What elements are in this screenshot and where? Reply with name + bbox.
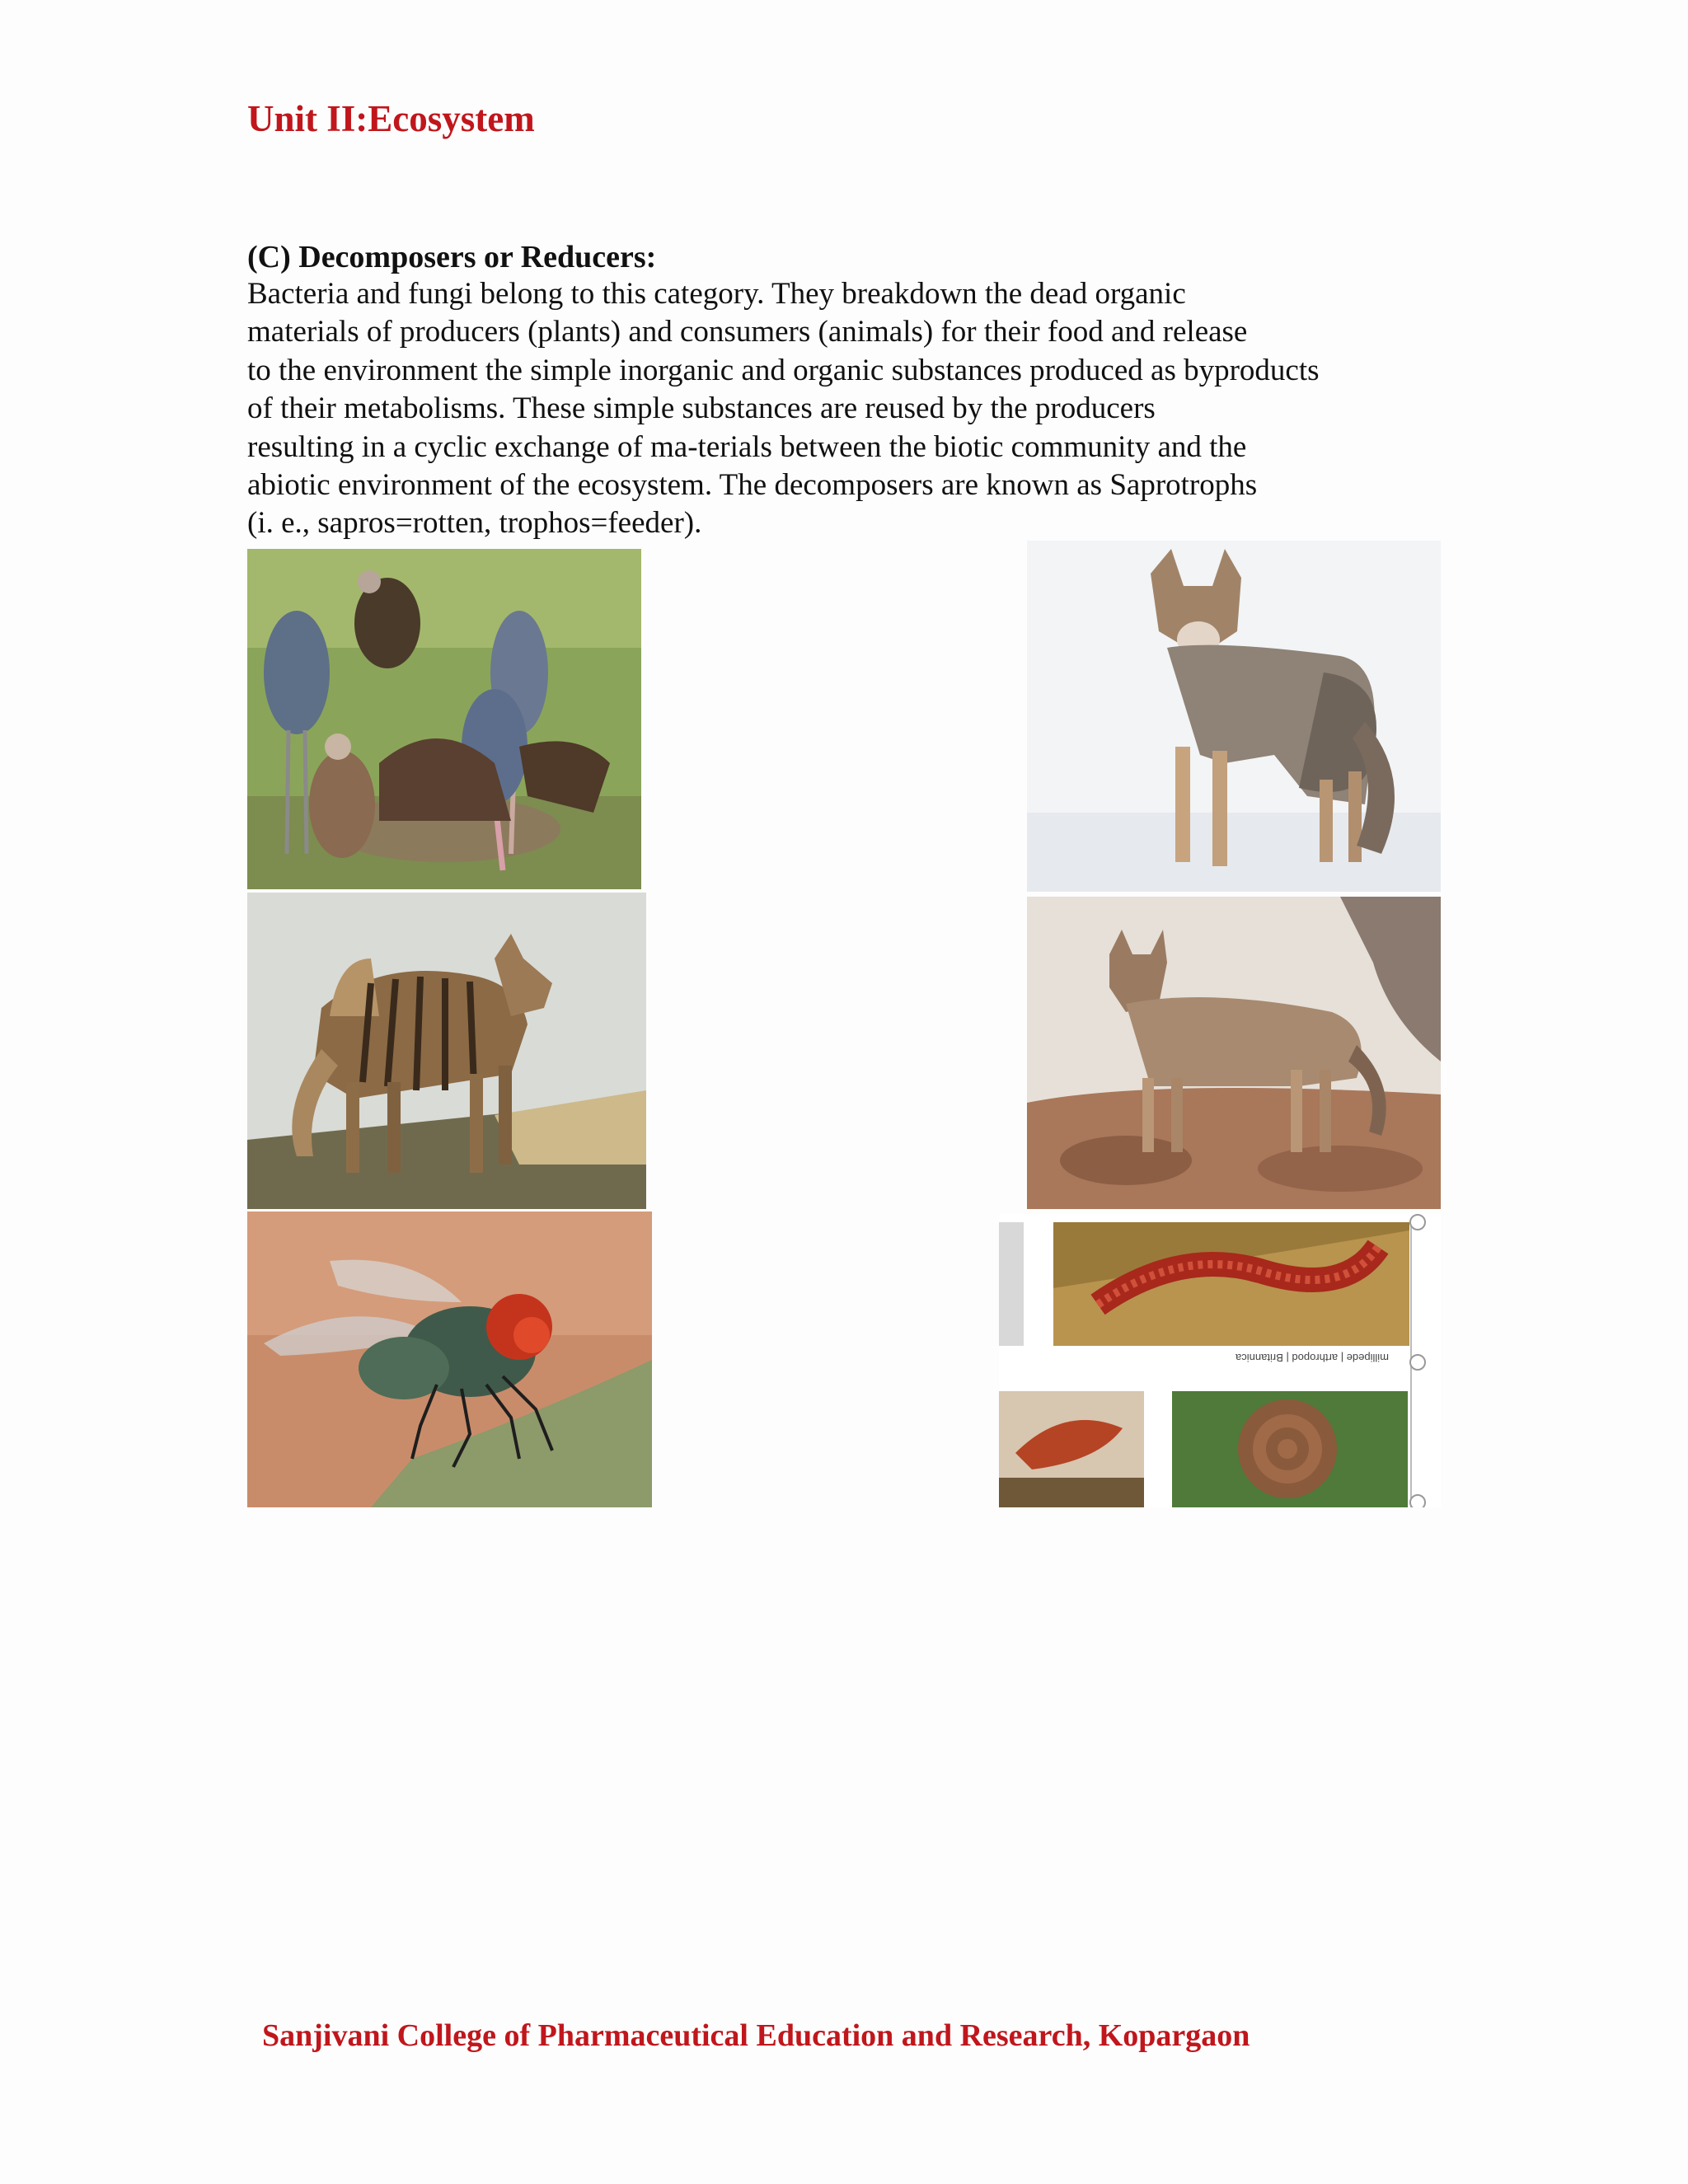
vultures-storks-photo bbox=[247, 549, 641, 889]
section-heading: (C) Decomposers or Reducers: bbox=[247, 240, 657, 274]
body-line: to the environment the simple inorganic and organic substances produced as byproducts bbox=[247, 353, 1320, 387]
body-line: materials of producers (plants) and consumers (animals) for their food and release bbox=[247, 315, 1248, 349]
housefly-photo bbox=[247, 1212, 652, 1507]
body-line: of their metabolisms. These simple substances are reused by the producers bbox=[247, 391, 1156, 426]
body-line: Bacteria and fungi belong to this category. They breakdown the dead organic bbox=[247, 277, 1186, 311]
millipedes-photo bbox=[999, 1214, 1441, 1507]
hyena-photo bbox=[247, 893, 646, 1209]
coyote-photo bbox=[1027, 541, 1441, 892]
section-body bbox=[247, 275, 1320, 543]
mirrored-caption: millipede | arthropod | Britannica bbox=[1236, 1352, 1389, 1364]
body-line: abiotic environment of the ecosystem. The decomposers are known as Saprotrophs bbox=[247, 468, 1258, 503]
jackal-photo bbox=[1027, 897, 1441, 1209]
body-line: (i. e., sapros=rotten, trophos=feeder). bbox=[247, 506, 702, 541]
unit-title: Unit II:Ecosystem bbox=[247, 98, 535, 139]
footer-institution: Sanjivani College of Pharmaceutical Education and Research, Kopargaon bbox=[262, 2018, 1250, 2053]
body-line: resulting in a cyclic exchange of ma-terials between the biotic community and the bbox=[247, 429, 1247, 464]
